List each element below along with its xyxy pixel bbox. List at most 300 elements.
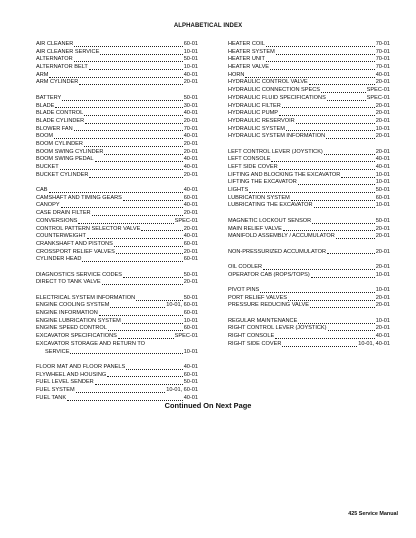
dot-leader <box>270 68 375 70</box>
index-entry-label: ENGINE SPEED CONTROL <box>36 325 107 332</box>
index-entry-label: EXCAVATOR STORAGE AND RETURN TO <box>36 340 145 347</box>
index-entry-label: PIVOT PINS <box>228 287 260 293</box>
index-entry-label: CONVERSIONS <box>36 217 78 224</box>
index-entry-page: 40-01 <box>183 394 198 401</box>
index-entry-page: 40-01 <box>375 156 390 163</box>
index-entry <box>36 272 198 280</box>
index-entry-label: HYDRAULIC FLUID SPECIFICATIONS <box>228 94 326 101</box>
index-entry <box>36 149 198 157</box>
index-entry-label: SERVICE <box>45 348 70 355</box>
dot-leader <box>312 222 374 224</box>
index-entry-page: 20-01 <box>183 248 198 255</box>
index-entry-page: 40-01 <box>183 156 198 163</box>
dot-leader <box>54 137 183 139</box>
dot-leader <box>291 199 375 201</box>
index-entry-label: BOOM SWING PEDAL <box>36 156 94 163</box>
index-entry-label: BATTERY <box>36 94 62 101</box>
dot-leader <box>309 83 375 85</box>
index-entry-label: REGULAR MAINTENANCE <box>228 317 298 324</box>
index-spacer <box>36 356 198 364</box>
index-entry <box>228 333 390 341</box>
index-entry-label: CONTROL PATTERN SELECTOR VALVE <box>36 225 141 232</box>
index-entry-page: 20-01 <box>375 117 390 124</box>
index-entry-label: CANOPY <box>36 202 60 209</box>
index-entry-page: 20-01 <box>183 117 198 124</box>
index-entry-label: OPERATOR CAB (ROPS/TOPS) <box>228 271 310 278</box>
index-entry-page: 10-01 <box>375 202 390 209</box>
dot-leader <box>60 168 183 170</box>
index-entry <box>228 79 390 87</box>
index-entry-page: 20-01 <box>375 248 390 255</box>
dot-leader <box>74 129 183 131</box>
dot-leader <box>276 53 375 55</box>
page-title: ALPHABETICAL INDEX <box>173 23 243 29</box>
index-entry-page: 70-01 <box>375 56 390 63</box>
dot-leader <box>49 191 183 193</box>
dot-leader <box>102 283 183 285</box>
index-entry-label: OIL COOLER <box>228 263 262 270</box>
dot-leader <box>310 306 375 308</box>
index-entry-page: 20-01 <box>183 225 198 232</box>
dot-leader <box>328 329 375 331</box>
index-entry <box>228 103 390 111</box>
index-entry-label: HYDRAULIC SYSTEM <box>228 125 285 132</box>
index-entry <box>228 264 390 272</box>
index-entry <box>36 241 198 249</box>
dot-leader <box>336 237 375 239</box>
dot-leader <box>266 45 375 47</box>
index-entry <box>36 118 198 126</box>
index-entry-page: 40-01 <box>183 110 198 117</box>
index-entry-label: FUEL SYSTEM <box>36 386 75 393</box>
index-entry-page: 60-01 <box>183 371 198 378</box>
index-entry-page: 50-01 <box>375 217 390 224</box>
index-entry-page: 60-01 <box>183 41 198 47</box>
index-spacer <box>36 287 198 295</box>
index-entry <box>36 302 198 310</box>
index-entry-page: 70-01 <box>375 64 390 71</box>
dot-leader <box>74 45 182 47</box>
index-entry <box>228 133 390 141</box>
index-entry-page: 20-01 <box>375 263 390 270</box>
index-entry-label: CAB <box>36 187 48 194</box>
index-entry-label: RIGHT CONSOLE <box>228 333 275 340</box>
index-entry-label: LEFT CONTROL LEVER (JOYSTICK) <box>228 148 323 155</box>
dot-leader <box>279 168 375 170</box>
index-entry <box>36 310 198 318</box>
dot-leader <box>110 306 165 308</box>
index-entry <box>228 110 390 118</box>
dot-leader <box>85 122 183 124</box>
index-entry <box>36 218 198 226</box>
index-entry-label: LUBRICATION SYSTEM <box>228 194 290 201</box>
dot-leader <box>327 252 375 254</box>
index-entry <box>228 56 390 64</box>
index-entry <box>228 325 390 333</box>
index-entry <box>36 126 198 134</box>
dot-leader <box>326 137 375 139</box>
index-entry-page: 50-01 <box>183 271 198 278</box>
index-spacer <box>36 87 198 95</box>
index-entry <box>36 387 198 395</box>
dot-leader <box>341 176 374 178</box>
index-entry-label: LIFTING AND BLOCKING THE EXCAVATOR <box>228 171 341 178</box>
index-entry <box>228 49 390 57</box>
index-entry-label: BLADE CONTROL <box>36 110 84 117</box>
index-entry-label: HORN <box>228 71 245 78</box>
index-entry <box>36 79 198 87</box>
index-entry <box>36 141 198 149</box>
index-entry-label: BOOM CYLINDER <box>36 140 83 147</box>
index-entry-label: ARM <box>36 71 49 78</box>
index-entry <box>228 202 390 210</box>
index-entry-label: BOOM SWING CYLINDER <box>36 148 104 155</box>
index-entry <box>228 87 390 95</box>
index-entry-label: HEATER UNIT <box>228 56 265 63</box>
index-entry-page: SPEC-01 <box>174 217 198 224</box>
index-entry <box>36 49 198 57</box>
dot-leader <box>314 206 375 208</box>
index-entry-page: 10-01 <box>375 317 390 324</box>
dot-leader <box>245 76 374 78</box>
index-entry-page: 10-01 <box>375 271 390 278</box>
index-entry-page: 20-01 <box>375 325 390 332</box>
index-entry-label: AIR CLEANER <box>36 41 74 47</box>
dot-leader <box>136 299 183 301</box>
index-entry <box>36 364 198 372</box>
index-entry <box>36 325 198 333</box>
index-entry-page: 40-01 <box>183 133 198 140</box>
dot-leader <box>116 252 183 254</box>
dot-leader <box>95 160 183 162</box>
index-entry-label: BLOWER FAN <box>36 125 73 132</box>
index-entry-page: 20-01 <box>183 148 198 155</box>
index-entry <box>228 195 390 203</box>
dot-leader <box>282 345 357 347</box>
index-entry-label: PORT RELIEF VALVES <box>228 294 287 301</box>
index-entry-page: 20-01 <box>375 102 390 109</box>
index-entry-label: HEATER SYSTEM <box>228 48 275 55</box>
index-entry <box>36 318 198 326</box>
index-spacer <box>228 141 390 149</box>
index-entry-page: 10-01 <box>183 317 198 324</box>
index-entry-page: SPEC-01 <box>174 333 198 340</box>
dot-leader <box>49 76 182 78</box>
index-entry-label: RIGHT CONTROL LEVER (JOYSTICK) <box>228 325 327 332</box>
index-entry-page: 40-01 <box>183 164 198 170</box>
index-entry <box>36 333 198 341</box>
index-entry-label: CASE DRAIN FILTER <box>36 210 91 217</box>
dot-leader <box>92 214 183 216</box>
dot-leader <box>311 276 375 278</box>
index-entry <box>36 349 198 357</box>
index-entry-page: 20-01 <box>375 233 390 240</box>
index-entry-label: MAIN RELIEF VALVE <box>228 225 282 232</box>
index-entry-page: 10-01, 60-01 <box>166 386 198 393</box>
index-entry-label: BLADE <box>36 102 55 109</box>
index-entry-page: 10-01, 40-01 <box>358 340 390 347</box>
index-spacer <box>228 241 390 249</box>
index-entry-label: CAMSHAFT AND TIMING GEARS <box>36 194 122 201</box>
index-entry <box>228 41 390 49</box>
index-entry-label: HYDRAULIC RESERVOIR <box>228 117 295 124</box>
index-entry-page: 10-01 <box>183 64 198 71</box>
dot-leader <box>99 314 183 316</box>
index-entry <box>36 95 198 103</box>
index-entry <box>36 110 198 118</box>
dot-leader <box>123 199 183 201</box>
index-entry-page: 60-01 <box>375 194 390 201</box>
index-entry-page: 50-01 <box>183 379 198 386</box>
dot-leader <box>275 337 374 339</box>
index-entry-page: 40-01 <box>183 71 198 78</box>
index-entry <box>228 187 390 195</box>
index-entry-page: 20-01 <box>375 148 390 155</box>
index-entry-label: HYDRAULIC SYSTEM INFORMATION <box>228 133 326 140</box>
index-entry-label: HYDRAULIC CONTROL VALVE <box>228 79 308 86</box>
dot-leader <box>108 329 183 331</box>
index-entry-label: HYDRAULIC PUMP <box>228 110 279 117</box>
index-entry <box>228 318 390 326</box>
index-spacer <box>36 179 198 187</box>
index-entry-page: 50-01 <box>375 187 390 194</box>
dot-leader <box>321 91 366 93</box>
dot-leader <box>107 375 182 377</box>
index-entry-label: NON-PRESSURIZED ACCUMULATOR <box>228 248 327 255</box>
index-entry-page: 30-01 <box>183 102 198 109</box>
dot-leader <box>76 391 166 393</box>
index-entry-page: 70-01 <box>375 41 390 47</box>
dot-leader <box>266 60 375 62</box>
index-spacer <box>228 256 390 264</box>
dot-leader <box>70 352 182 354</box>
index-entry <box>228 295 390 303</box>
index-entry <box>228 302 390 310</box>
index-entry <box>36 72 198 80</box>
index-entry-page: SPEC-01 <box>366 87 390 94</box>
dot-leader <box>84 114 182 116</box>
index-entry <box>228 149 390 157</box>
index-entry-page: 20-01 <box>375 302 390 309</box>
index-entry-page: 40-01 <box>183 233 198 240</box>
index-entry <box>36 233 198 241</box>
dot-leader <box>55 106 182 108</box>
dot-leader <box>324 153 375 155</box>
index-entry-label: ENGINE INFORMATION <box>36 310 98 317</box>
index-entry-label: COUNTERWEIGHT <box>36 233 86 240</box>
index-entry <box>228 249 390 257</box>
index-entry-page: 40-01 <box>183 363 198 370</box>
index-entry-label: BUCKET <box>36 164 59 170</box>
index-entry <box>36 372 198 380</box>
dot-leader <box>298 183 375 185</box>
index-entry-page: 60-01 <box>183 325 198 332</box>
dot-leader <box>104 153 182 155</box>
dot-leader <box>141 229 182 231</box>
index-entry-page: 70-01 <box>183 125 198 132</box>
index-entry <box>36 187 198 195</box>
index-entry-page: 40-01 <box>375 333 390 340</box>
index-entry-label: HYDRAULIC FILTER <box>228 102 281 109</box>
dot-leader <box>282 106 375 108</box>
dot-leader <box>327 99 366 101</box>
index-entry <box>36 195 198 203</box>
index-entry-page: 40-01 <box>375 164 390 170</box>
index-entry <box>36 279 198 287</box>
index-entry-page: 10-01 <box>183 48 198 55</box>
index-column-right <box>228 41 390 349</box>
continued-notice: Continued On Next Page <box>164 401 252 410</box>
index-entry <box>228 272 390 280</box>
index-entry-label: HEATER COIL <box>228 41 265 47</box>
index-entry-page: 20-01 <box>375 294 390 301</box>
index-entry-page: 20-01 <box>375 110 390 117</box>
index-entry <box>228 118 390 126</box>
index-entry-label: EXCAVATOR SPECIFICATIONS <box>36 333 117 340</box>
index-entry <box>36 295 198 303</box>
index-entry-label: LEFT SIDE COVER <box>228 164 278 170</box>
index-entry-label: ALTERNATOR BELT <box>36 64 88 71</box>
dot-leader <box>298 322 374 324</box>
index-entry-page: 70-01 <box>375 48 390 55</box>
index-entry-label: MAGNETIC LOCKOUT SENSOR <box>228 217 312 224</box>
dot-leader <box>286 129 375 131</box>
index-spacer <box>36 264 198 272</box>
index-entry-label: ELECTRICAL SYSTEM INFORMATION <box>36 294 136 301</box>
index-entry <box>228 341 390 349</box>
index-entry <box>36 341 198 349</box>
index-entry <box>36 379 198 387</box>
index-entry-label: RIGHT SIDE COVER <box>228 340 282 347</box>
dot-leader <box>82 260 182 262</box>
index-entry-label: FUEL LEVEL SENDER <box>36 379 94 386</box>
index-entry-label: LEFT CONSOLE <box>228 156 271 163</box>
dot-leader <box>283 229 375 231</box>
dot-leader <box>263 268 375 270</box>
index-entry-page: 40-01 <box>183 187 198 194</box>
dot-leader <box>260 291 374 293</box>
index-entry <box>36 103 198 111</box>
index-entry <box>228 164 390 172</box>
dot-leader <box>279 114 375 116</box>
index-entry <box>228 156 390 164</box>
index-entry-page: 50-01 <box>183 94 198 101</box>
index-entry <box>36 202 198 210</box>
index-entry-label: ARM CYLINDER <box>36 79 79 86</box>
index-entry-label: HEATER VALVE <box>228 64 270 71</box>
index-entry <box>228 126 390 134</box>
index-entry-label: PRESSURE REDUCING VALVE <box>228 302 309 309</box>
dot-leader <box>123 276 183 278</box>
index-entry-label: ALTERNATOR <box>36 56 73 63</box>
index-entry-page: 20-01 <box>183 210 198 217</box>
index-entry <box>228 287 390 295</box>
dot-leader <box>288 299 375 301</box>
index-entry <box>36 256 198 264</box>
dot-leader <box>100 53 182 55</box>
index-entry-page: 60-01 <box>183 194 198 201</box>
index-entry-page: 50-01 <box>183 56 198 63</box>
index-entry <box>36 210 198 218</box>
index-entry-page: 20-01 <box>183 171 198 178</box>
index-entry-page: SPEC-01 <box>366 94 390 101</box>
index-entry-label: BOOM <box>36 133 54 140</box>
index-entry <box>36 64 198 72</box>
index-entry <box>228 172 390 180</box>
index-entry-page: 20-01 <box>375 133 390 140</box>
index-entry-label: HYDRAULIC CONNECTION SPECS <box>228 87 320 94</box>
index-entry <box>36 226 198 234</box>
dot-leader <box>89 176 182 178</box>
index-entry-label: LIGHTS <box>228 187 249 194</box>
index-entry-label: CYLINDER HEAD <box>36 256 82 263</box>
index-entry-page: 20-01 <box>375 225 390 232</box>
index-entry-page: 60-01 <box>183 256 198 263</box>
index-entry <box>36 164 198 172</box>
index-spacer <box>228 210 390 218</box>
index-entry <box>36 41 198 49</box>
dot-leader <box>87 237 183 239</box>
dot-leader <box>122 322 183 324</box>
index-entry-label: LIFTING THE EXCAVATOR <box>228 179 297 186</box>
index-entry <box>228 226 390 234</box>
index-entry-page: 10-01 <box>375 287 390 293</box>
index-entry-page: 40-01 <box>183 202 198 209</box>
dot-leader <box>126 368 182 370</box>
dot-leader <box>84 145 183 147</box>
index-entry-label: FUEL TANK <box>36 394 67 401</box>
index-entry <box>36 133 198 141</box>
index-entry <box>228 233 390 241</box>
index-entry-page: 10-01 <box>375 179 390 186</box>
index-entry-label: CRANKSHAFT AND PISTONS <box>36 240 113 247</box>
index-entry-label: CROSSPORT RELIEF VALVES <box>36 248 115 255</box>
index-entry <box>228 64 390 72</box>
dot-leader <box>296 122 375 124</box>
index-entry <box>36 249 198 257</box>
index-entry <box>36 156 198 164</box>
index-entry <box>36 172 198 180</box>
index-entry-page: 60-01 <box>183 240 198 247</box>
index-entry-page: 20-01 <box>183 279 198 286</box>
dot-leader <box>62 99 182 101</box>
index-entry-page: 40-01 <box>375 71 390 78</box>
dot-leader <box>78 222 173 224</box>
index-entry-label: BLADE CYLINDER <box>36 117 85 124</box>
index-entry-page: 10-01, 60-01 <box>166 302 198 309</box>
index-entry-label: FLOOR MAT AND FLOOR PANELS <box>36 363 126 370</box>
index-entry-label: ENGINE COOLING SYSTEM <box>36 302 110 309</box>
dot-leader <box>95 383 183 385</box>
index-entry-page: 60-01 <box>183 310 198 317</box>
index-entry-page: 50-01 <box>183 294 198 301</box>
dot-leader <box>79 83 182 85</box>
index-spacer <box>228 310 390 318</box>
index-entry-label: ENGINE LUBRICATION SYSTEM <box>36 317 121 324</box>
index-entry <box>228 72 390 80</box>
page-footer: 425 Service Manual <box>348 511 398 517</box>
index-entry-label: FLYWHEEL AND HOUSING <box>36 371 107 378</box>
index-entry-label: LUBRICATING THE EXCAVATOR <box>228 202 313 209</box>
index-entry-label: BUCKET CYLINDER <box>36 171 89 178</box>
index-entry-label: DIRECT TO TANK VALVE <box>36 279 101 286</box>
dot-leader <box>271 160 374 162</box>
index-entry-page: 10-01 <box>183 348 198 355</box>
dot-leader <box>61 206 183 208</box>
index-entry-page: 20-01 <box>183 79 198 86</box>
index-entry-label: MANIFOLD ASSEMBLY / ACCUMULATOR <box>228 233 335 240</box>
index-entry-page: 10-01 <box>375 125 390 132</box>
